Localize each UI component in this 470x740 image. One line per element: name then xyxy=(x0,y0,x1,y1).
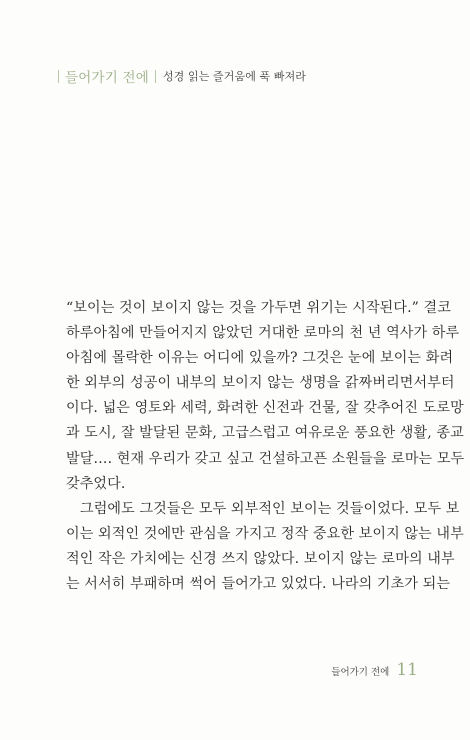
text-line: 아침에 몰락한 이유는 어디에 있을까? 그것은 눈에 보이는 화려 xyxy=(66,350,454,367)
body-text xyxy=(66,296,465,597)
text-line: 이는 외적인 것에만 관심을 가지고 정작 중요한 보이지 않는 내부 xyxy=(66,525,464,542)
footer-section-title: 들어가기 전에 xyxy=(331,667,390,678)
text-line: 하루아침에 만들어지지 않았던 거대한 로마의 천 년 역사가 하루 xyxy=(66,325,460,342)
text-line: 한 외부의 성공이 내부의 보이지 않는 생명을 갉짜버리면서부터 xyxy=(66,375,455,392)
text-line: 발달…. 현재 우리가 갖고 싶고 건설하고픈 소원들을 로마는 모두 xyxy=(66,450,465,467)
text-line: “보이는 것이 보이지 않는 것을 가두면 위기는 시작된다.” 결코 xyxy=(66,300,451,316)
running-header xyxy=(58,66,306,86)
text-line: 그럼에도 그것들은 모두 외부적인 보이는 것들이었다. 모두 보 xyxy=(80,500,460,517)
page-number: 11 xyxy=(396,660,418,680)
text-line: 는 서서히 부패하며 썩어 들어가고 있었다. 나라의 기초가 되는 xyxy=(66,576,451,593)
text-line: 갖추었다. xyxy=(66,475,126,492)
text-line: 이다. 넓은 영토와 세력, 화려한 신전과 건물, 잘 갖추어진 도로망 xyxy=(66,400,464,417)
header-section-title: 들어가기 전에 xyxy=(65,70,149,86)
header-divider-right xyxy=(155,70,156,83)
header-divider-left xyxy=(58,70,59,83)
text-line: 적인 작은 가치에는 신경 쓰지 않았다. 보이지 않는 로마의 내부 xyxy=(66,550,455,567)
running-footer xyxy=(331,660,418,680)
header-subtitle: 성경 읽는 즐거움에 푹 빠져라 xyxy=(162,70,307,83)
text-line: 과 도시, 잘 발달된 문화, 고급스럽고 여유로운 풍요한 생활, 종교 xyxy=(66,425,464,442)
